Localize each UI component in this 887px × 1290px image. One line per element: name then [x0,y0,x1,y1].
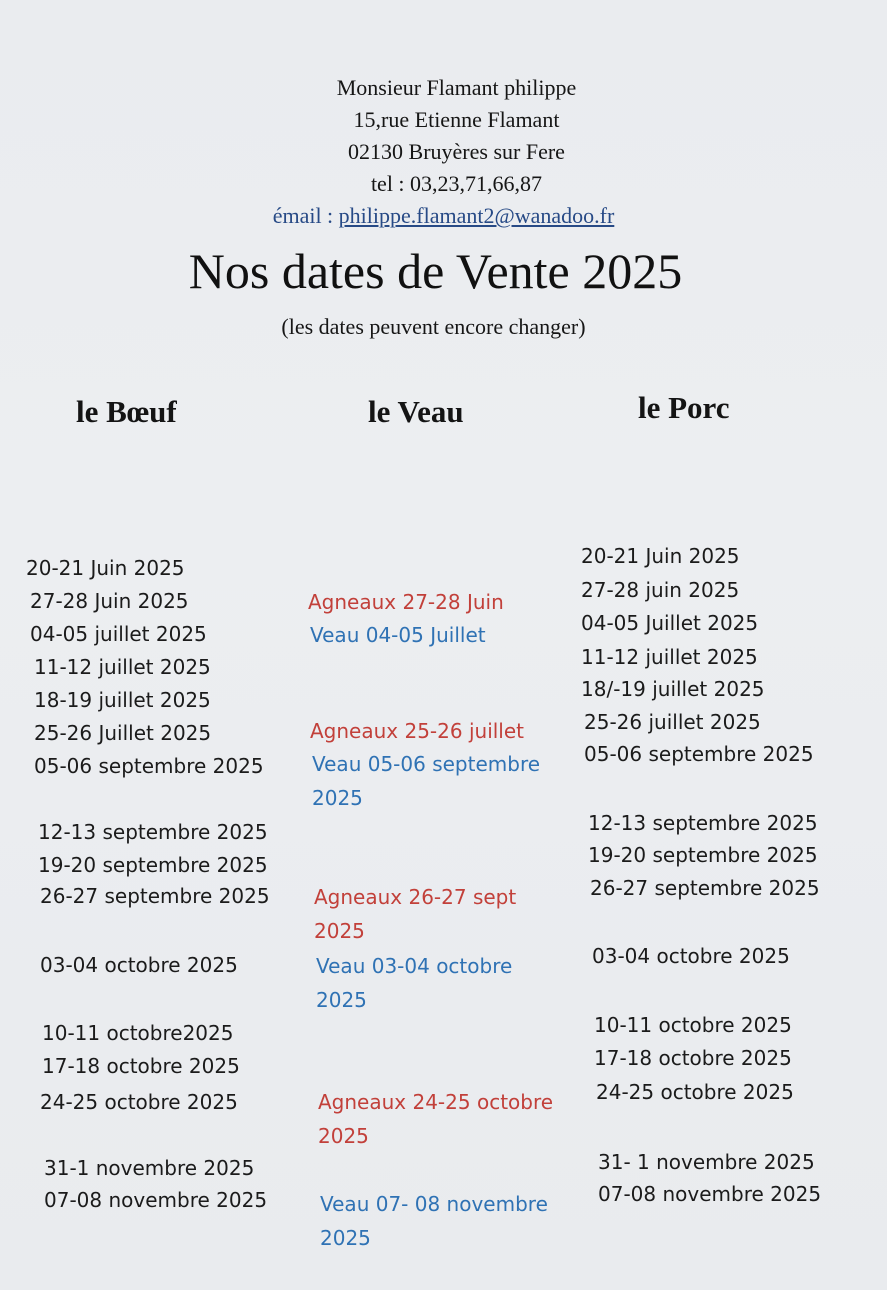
page-subtitle: (les dates peuvent encore changer) [281,314,586,339]
boeuf-date-item: 10-11 octobre2025 [42,1021,234,1045]
email-label: émail : [272,203,339,228]
porc-date-item: 03-04 octobre 2025 [592,944,790,968]
veau-date-line2: 2025 [320,1226,371,1250]
contact-city: 02130 Bruyères sur Fere [348,139,565,164]
boeuf-date-item: 19-20 septembre 2025 [38,853,268,877]
porc-date-item: 17-18 octobre 2025 [594,1046,792,1070]
heading-veau: le Veau [368,394,464,429]
veau-date-item [316,949,512,1017]
veau-date-line1: Veau 07- 08 novembre [320,1192,548,1216]
boeuf-date-item: 24-25 octobre 2025 [40,1090,238,1114]
porc-date-item: 07-08 novembre 2025 [598,1182,822,1206]
veau-date-line1: Agneaux 27-28 Juin [308,590,504,614]
porc-date-item: 27-28 juin 2025 [581,578,740,602]
contact-street: 15,rue Etienne Flamant [353,107,560,132]
boeuf-date-item: 05-06 septembre 2025 [34,754,264,778]
porc-date-item: 26-27 septembre 2025 [590,876,820,900]
boeuf-date-item: 04-05 juillet 2025 [30,622,207,646]
boeuf-date-item: 12-13 septembre 2025 [38,820,268,844]
contact-name: Monsieur Flamant philippe [336,75,577,100]
veau-date-line2: 2025 [314,919,365,943]
veau-date-line1: Veau 03-04 octobre [316,954,513,978]
boeuf-date-item: 26-27 septembre 2025 [40,884,270,908]
contact-phone: tel : 03,23,71,66,87 [370,171,543,196]
veau-date-item [312,747,540,815]
heading-porc: le Porc [638,390,730,425]
contact-header [0,72,887,232]
veau-date-line2: 2025 [318,1124,369,1148]
veau-date-line2: 2025 [312,786,363,810]
veau-date-item [310,714,524,748]
porc-date-item: 12-13 septembre 2025 [588,811,818,835]
boeuf-date-item: 17-18 octobre 2025 [42,1054,240,1078]
contact-email-line [0,200,887,232]
porc-date-item: 10-11 octobre 2025 [594,1013,792,1037]
porc-date-item: 20-21 Juin 2025 [581,544,740,568]
boeuf-date-item: 27-28 Juin 2025 [30,589,189,613]
veau-date-line1: Agneaux 24-25 octobre [318,1090,554,1114]
porc-date-item: 19-20 septembre 2025 [588,843,818,867]
boeuf-date-item: 18-19 juillet 2025 [34,688,211,712]
veau-date-line1: Agneaux 26-27 sept [314,885,517,909]
boeuf-date-item: 25-26 Juillet 2025 [34,721,212,745]
veau-date-line1: Veau 04-05 Juillet [310,623,486,647]
veau-date-item [310,618,486,652]
porc-date-item: 31- 1 novembre 2025 [598,1150,815,1174]
veau-date-line2: 2025 [316,988,367,1012]
veau-date-item [308,585,504,619]
boeuf-date-item: 07-08 novembre 2025 [44,1188,268,1212]
boeuf-date-item: 20-21 Juin 2025 [26,556,185,580]
page-title: Nos dates de Vente 2025 [188,243,683,299]
porc-date-item: 25-26 juillet 2025 [584,710,761,734]
veau-date-item [318,1085,553,1153]
veau-date-line1: Veau 05-06 septembre [312,752,541,776]
email-link[interactable]: philippe.flamant2@wanadoo.fr [338,203,615,228]
veau-date-item [320,1187,548,1255]
boeuf-date-item: 03-04 octobre 2025 [40,953,238,977]
veau-date-line1: Agneaux 25-26 juillet [310,719,525,743]
porc-date-item: 24-25 octobre 2025 [596,1080,794,1104]
boeuf-date-item: 31-1 novembre 2025 [44,1156,255,1180]
heading-boeuf: le Bœuf [76,394,177,429]
porc-date-item: 04-05 Juillet 2025 [581,611,759,635]
veau-date-item [314,880,516,948]
porc-date-item: 05-06 septembre 2025 [584,742,814,766]
porc-date-item: 18/-19 juillet 2025 [581,677,765,701]
porc-date-item: 11-12 juillet 2025 [581,645,758,669]
boeuf-date-item: 11-12 juillet 2025 [34,655,211,679]
